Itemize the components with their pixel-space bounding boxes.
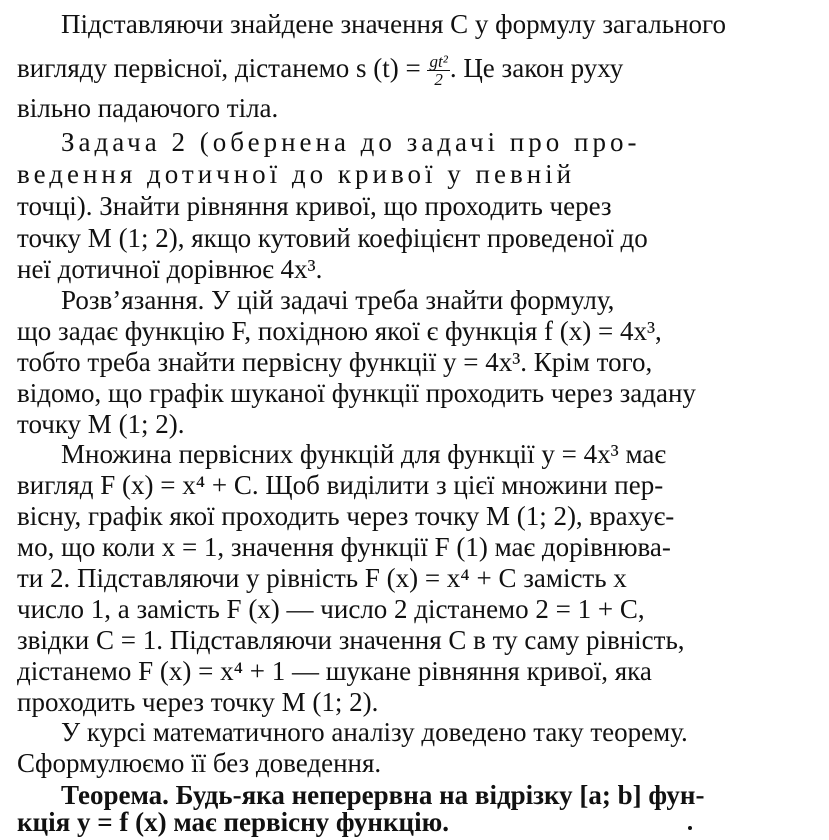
p2-line-2: ведення дотичної до кривої у певній <box>17 159 576 189</box>
theorem-line-2: кція y = f (x) має первісну функцію. <box>17 807 449 837</box>
p4-line-8: дістанемо F (x) = x⁴ + 1 — шукане рівняння кривої, яка <box>17 656 652 686</box>
p3-line-5: точку M (1; 2). <box>17 409 185 439</box>
p4-line-9: проходить через точку M (1; 2). <box>17 687 379 717</box>
p4-line-7: звідки C = 1. Підставляючи значення C в ту саму рівність, <box>17 625 685 655</box>
p3-line-1: Розв’язання. У цій задачі треба знайти формулу, <box>61 285 615 315</box>
p2-line-4: точку M (1; 2), якщо кутовий коефіцієнт проведеної до <box>17 223 648 253</box>
p4-line-6: число 1, а замість F (x) — число 2 дістанемо 2 = 1 + C, <box>17 594 645 624</box>
fraction-numerator: gt² <box>429 52 448 72</box>
p3-line-2: що задає функцію F, похідною якої є функція f (x) = 4x³, <box>17 316 662 346</box>
p3-line-4: відомо, що графік шуканої функції проходить через задану <box>17 378 696 408</box>
fraction-gt2-over-2 <box>427 53 449 88</box>
p4-line-4: мо, що коли x = 1, значення функції F (1) має дорівнюва- <box>17 532 671 562</box>
p2-line-5: неї дотичної дорівнює 4x³. <box>17 254 323 284</box>
p2-line-3: точці). Знайти рівняння кривої, що проходить через <box>17 191 612 221</box>
p4-line-2: вигляд F (x) = x⁴ + C. Щоб виділити з цієї множини пер- <box>17 470 664 500</box>
p5-line-1: У курсі математичного аналізу доведено таку теорему. <box>61 717 688 747</box>
p1-line-1: Підставляючи знайдене значення C у формулу загального <box>61 9 726 39</box>
p1-line-2 <box>0 52 829 88</box>
p1-line-3: вільно падаючого тіла. <box>17 93 279 123</box>
p1-line-2-text-a: вигляду первісної, дістанемо s (t) = <box>17 53 428 83</box>
p4-line-3: вісну, графік якої проходить через точку M (1; 2), врахує- <box>17 501 675 531</box>
p4-line-1: Множина первісних функцій для функції y = 4x³ має <box>61 439 666 469</box>
p2-line-1: Задача 2 (обернена до задачі про про- <box>61 127 641 157</box>
fraction-denominator: 2 <box>434 70 443 90</box>
p4-line-5: ти 2. Підставляючи у рівність F (x) = x⁴ + C замість x <box>17 563 627 593</box>
theorem-line-1: Теорема. Будь-яка неперервна на відрізку [a; b] фун- <box>61 780 705 810</box>
ink-speck <box>688 826 692 830</box>
p3-line-3: тобто треба знайти первісну функції y = 4x³. Крім того, <box>17 347 653 377</box>
p5-line-2: Сформулюємо її без доведення. <box>17 748 382 778</box>
p1-line-2-text-b: . Це закон руху <box>449 53 624 83</box>
